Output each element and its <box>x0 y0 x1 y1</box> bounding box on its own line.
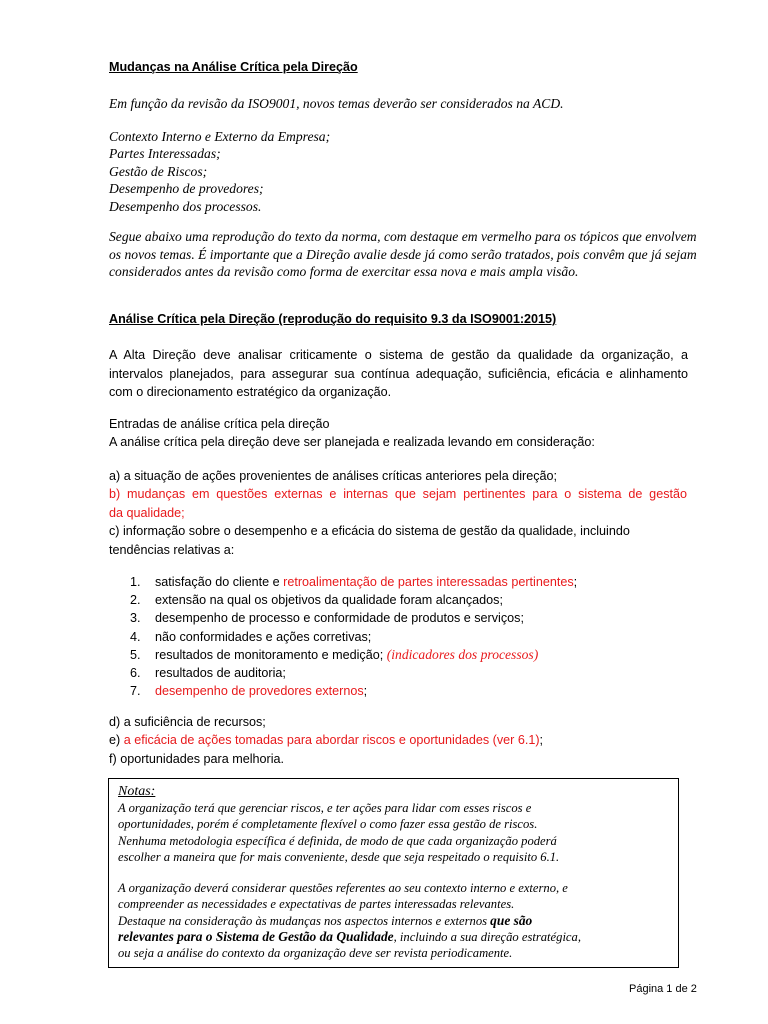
notes-line: Destaque na consideração às mudanças nos aspectos internos e externos que são <box>118 912 533 928</box>
intro-text: Em função da revisão da ISO9001, novos temas deverão ser considerados na ACD. <box>109 96 564 111</box>
numbered-item: 6. resultados de auditoria; <box>130 665 286 680</box>
notes-box <box>108 778 679 968</box>
notes-line: escolher a maneira que for mais conveniente, desde que seja respeitado o requisito 6.1. <box>118 849 560 864</box>
topic-item: Partes Interessadas; <box>109 146 221 162</box>
numbered-item: 4. não conformidades e ações corretivas; <box>130 629 372 644</box>
entradas-text: A análise crítica pela direção deve ser planejada e realizada levando em consideração: <box>109 435 595 450</box>
entradas-block <box>109 415 595 452</box>
topics-list <box>109 128 330 215</box>
alta-direcao-paragraph <box>109 346 688 402</box>
numbered-item: 5. resultados de monitoramento e medição; (indicadores dos processos) <box>130 646 539 662</box>
notes-line: A organização terá que gerenciar riscos, e ter ações para lidar com esses riscos e <box>118 801 532 815</box>
list-item-d: d) a suficiência de recursos; <box>109 715 266 729</box>
list-item-c-line1: c) informação sobre o desempenho e a eficácia do sistema de gestão da qualidade, incluindo <box>109 524 630 539</box>
paragraph-line: com o direcionamento estratégico da organização. <box>109 385 392 400</box>
notes-line: oportunidades, porém é completamente flexível o como fazer essa gestão de riscos. <box>118 817 538 832</box>
list-item-b-line2: da qualidade; <box>109 505 185 520</box>
input-list-def <box>109 713 543 768</box>
list-item-e: e) a eficácia de ações tomadas para abordar riscos e oportunidades (ver 6.1); <box>109 733 544 748</box>
explanation-paragraph: Segue abaixo uma reprodução do texto da norma, com destaque em vermelho para os tópicos que envolvem os novos temas. É importante que a Direção avalie desde já como serão tratados, pois convêm que já sejam considerados antes da revisão como forma de exercitar essa nova e mais ampla visão. <box>109 229 697 280</box>
list-item-a: a) a situação de ações provenientes de análises críticas anteriores pela direção; <box>109 469 558 483</box>
topic-item: Contexto Interno e Externo da Empresa; <box>109 129 331 144</box>
notes-line: compreender as necessidades e expectativas de partes interessadas relevantes. <box>118 897 515 912</box>
paragraph-line: intervalos planejados, para assegurar sua contínua adequação, suficiência, eficácia e alinhamento <box>109 366 688 381</box>
numbered-item: 1. satisfação do cliente e retroalimentação de partes interessadas pertinentes; <box>130 575 578 589</box>
notes-line: relevantes para o Sistema de Gestão da Qualidade, incluindo a sua direção estratégica, <box>118 929 581 945</box>
notes-line: ou seja a análise do contexto da organização deve ser revista periodicamente. <box>118 946 513 961</box>
paragraph-line: A Alta Direção deve analisar criticamente o sistema de gestão da qualidade da organização, a <box>109 348 688 362</box>
numbered-item: 7. desempenho de provedores externos; <box>130 684 368 699</box>
list-item-f: f) oportunidades para melhoria. <box>109 751 285 766</box>
notes-line: Nenhuma metodologia específica é definida, de modo de que cada organização poderá <box>118 833 557 848</box>
input-list-abc <box>109 467 687 559</box>
topic-item: Desempenho dos processos. <box>109 198 262 214</box>
numbered-item: 2. extensão na qual os objetivos da qualidade foram alcançados; <box>130 593 503 608</box>
topic-item: Desempenho de provedores; <box>109 181 264 197</box>
notes-title: Notas: <box>118 784 156 799</box>
topic-item: Gestão de Riscos; <box>109 163 208 179</box>
entradas-heading: Entradas de análise crítica pela direção <box>109 417 330 431</box>
notes-line: A organização deverá considerar questões referentes ao seu contexto interno e externo, e <box>118 881 568 896</box>
section-title: Análise Crítica pela Direção (reprodução do requisito 9.3 da ISO9001:2015) <box>109 312 557 326</box>
list-item-b-line1: b) mudanças em questões externas e internas que sejam pertinentes para o sistema de gestão <box>109 487 687 502</box>
document-title: Mudanças na Análise Crítica pela Direção <box>109 60 358 74</box>
list-item-c-line2: tendências relativas a: <box>109 542 235 557</box>
numbered-list <box>130 573 577 700</box>
numbered-item: 3. desempenho de processo e conformidade de produtos e serviços; <box>130 611 524 626</box>
page-number: Página 1 de 2 <box>629 983 697 995</box>
